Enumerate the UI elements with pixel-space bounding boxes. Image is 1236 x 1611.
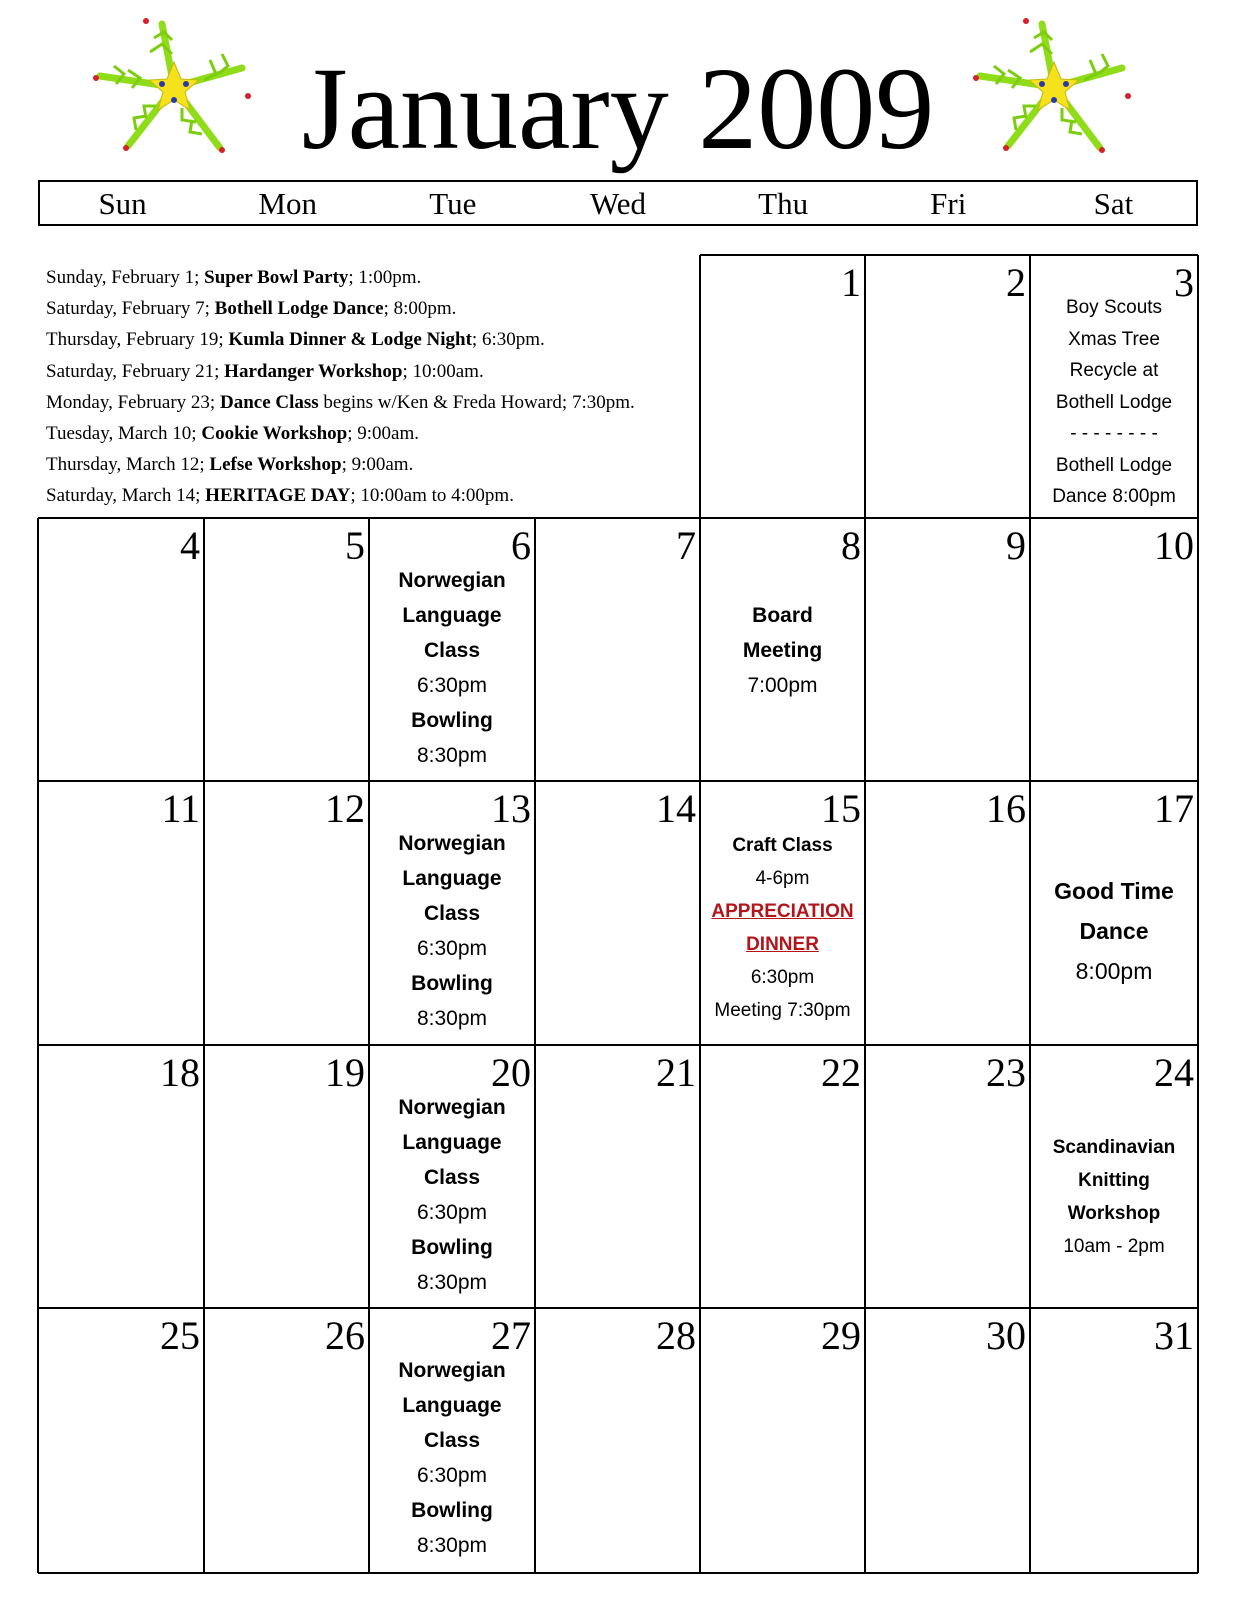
event-text: Norwegian Language Class 6:30pm Bowling 8:30pm [398,1359,506,1557]
upcoming-item: Saturday, February 7; Bothell Lodge Dance; 8:00pm. [46,298,457,320]
day-number: 13 [491,786,531,831]
weekday-sat: Sat [1093,186,1134,221]
event-text: Good Time Dance 8:00pm [1054,878,1174,984]
weekday-mon: Mon [258,186,317,221]
day-cell[interactable] [204,1045,369,1308]
day-cell[interactable] [38,1045,204,1308]
day-cell[interactable] [865,781,1030,1045]
day-cell[interactable] [1030,518,1198,781]
day-cell[interactable] [1030,1308,1198,1573]
day-cell[interactable] [38,781,204,1045]
day-number: 15 [821,786,861,831]
day-number: 3 [1174,260,1194,305]
upcoming-item: Thursday, March 12; Lefse Workshop; 9:00am. [46,454,414,476]
weekday-wed: Wed [589,186,647,221]
day-cell[interactable] [204,518,369,781]
day-number: 1 [841,260,861,305]
upcoming-item: Saturday, February 21; Hardanger Workshop; 10:00am. [46,360,484,382]
day-number: 5 [345,523,365,568]
day-number: 28 [656,1313,696,1358]
day-number: 30 [986,1313,1026,1358]
day-number: 25 [160,1313,200,1358]
day-number: 27 [491,1313,531,1358]
day-number: 12 [325,786,365,831]
day-cell[interactable] [1030,1045,1198,1308]
event-text: Norwegian Language Class 6:30pm Bowling 8:30pm [398,832,506,1030]
weekday-thu: Thu [758,186,809,221]
day-number: 29 [821,1313,861,1358]
day-number: 6 [511,523,531,568]
page-title: January 2009 [301,43,935,174]
upcoming-item: Saturday, March 14; HERITAGE DAY; 10:00am to 4:00pm. [46,485,514,507]
day-cell[interactable] [535,1308,700,1573]
day-number: 22 [821,1050,861,1095]
event-text: Craft Class 4-6pm APPRECIATION DINNER 6:30pm Meeting 7:30pm [711,835,854,1021]
day-number: 18 [160,1050,200,1095]
day-number: 16 [986,786,1026,831]
event-text: Board Meeting 7:00pm [742,604,823,697]
day-number: 7 [676,523,696,568]
day-cell[interactable] [700,1045,865,1308]
day-cell[interactable] [369,518,535,781]
day-number: 26 [325,1313,365,1358]
day-cell[interactable] [1030,781,1198,1045]
day-cell[interactable] [204,1308,369,1573]
day-cell[interactable] [369,1308,535,1573]
day-cell[interactable] [1030,255,1198,518]
day-number: 23 [986,1050,1026,1095]
day-cell[interactable] [700,518,865,781]
day-number: 9 [1006,523,1026,568]
upcoming-item: Tuesday, March 10; Cookie Workshop; 9:00am. [46,422,420,444]
event-text: Scandinavian Knitting Workshop 10am - 2pm [1052,1137,1176,1257]
day-cell[interactable] [700,255,865,518]
day-number: 21 [656,1050,696,1095]
day-cell[interactable] [865,1308,1030,1573]
day-cell[interactable] [535,781,700,1045]
day-cell[interactable] [535,518,700,781]
upcoming-item: Thursday, February 19; Kumla Dinner & Lodge Night; 6:30pm. [46,329,545,351]
day-cell[interactable] [865,255,1030,518]
day-number: 19 [325,1050,365,1095]
weekday-sun: Sun [98,186,147,221]
upcoming-item: Sunday, February 1; Super Bowl Party; 1:00pm. [46,267,422,288]
day-cell[interactable] [700,781,865,1045]
day-number: 31 [1154,1313,1194,1358]
day-cell[interactable] [204,781,369,1045]
day-cell[interactable] [369,781,535,1045]
day-cell[interactable] [38,518,204,781]
day-cell[interactable] [865,518,1030,781]
day-number: 11 [161,786,200,831]
day-number: 8 [841,523,861,568]
weekday-tue: Tue [429,186,477,221]
day-number: 17 [1154,786,1194,831]
day-cell[interactable] [700,1308,865,1573]
day-cell[interactable] [535,1045,700,1308]
event-text: Norwegian Language Class 6:30pm Bowling 8:30pm [398,569,506,767]
day-cell[interactable] [369,1045,535,1308]
day-cell[interactable] [38,1308,204,1573]
event-text: Norwegian Language Class 6:30pm Bowling 8:30pm [398,1096,506,1294]
day-cell[interactable] [865,1045,1030,1308]
day-number: 2 [1006,260,1026,305]
day-number: 20 [491,1050,531,1095]
event-text: Boy Scouts Xmas Tree Recycle at Bothell Lodge - - - - - - - - Bothell Lodge Dance 8:00pm [1052,297,1176,507]
day-number: 10 [1154,523,1194,568]
weekday-fri: Fri [930,186,967,221]
day-number: 24 [1154,1050,1194,1095]
upcoming-item: Monday, February 23; Dance Class begins w/Ken & Freda Howard; 7:30pm. [46,391,635,413]
day-number: 4 [180,523,200,568]
day-number: 14 [656,786,696,831]
